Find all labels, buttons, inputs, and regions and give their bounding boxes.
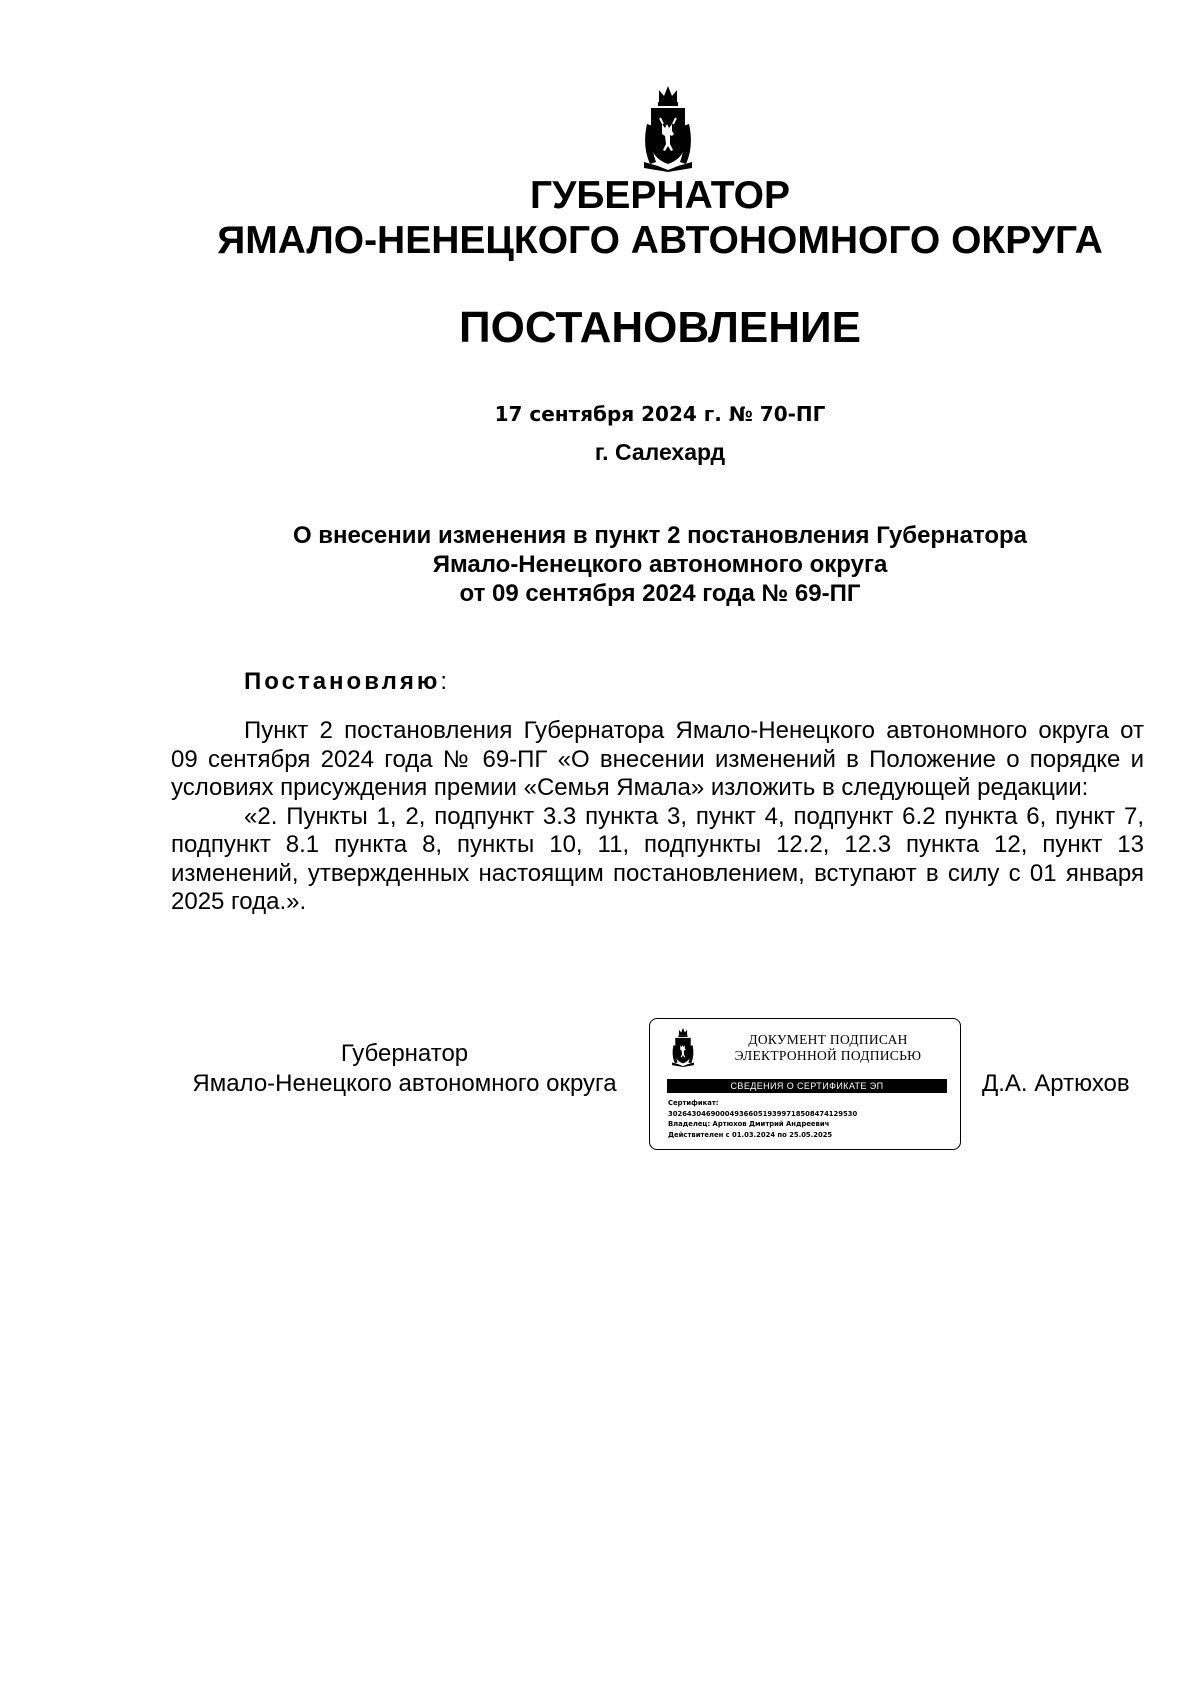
stamp-heading-line-1: ДОКУМЕНТ ПОДПИСАН xyxy=(748,1032,908,1047)
yamal-coat-of-arms-icon xyxy=(640,84,696,172)
electronic-signature-stamp xyxy=(649,1018,961,1150)
document-subject xyxy=(150,521,1170,608)
stamp-certificate-number: 3026430469000493660519399718508474129530 xyxy=(668,1109,858,1118)
stamp-coat-of-arms-icon xyxy=(670,1027,696,1067)
signer-name: Д.А. Артюхов xyxy=(982,1070,1130,1097)
signer-title xyxy=(171,1039,638,1099)
authority-region: ЯМАЛО-НЕНЕЦКОГО АВТОНОМНОГО ОКРУГА xyxy=(217,219,1103,262)
decree-word: Постановляю xyxy=(244,668,441,695)
document-date-number: 17 сентября 2024 г. № 70-ПГ xyxy=(494,402,826,426)
stamp-heading-line-2: ЭЛЕКТРОННОЙ ПОДПИСЬЮ xyxy=(734,1048,922,1063)
stamp-certificate-label: Сертификат: xyxy=(668,1099,719,1107)
subject-line-1: О внесении изменения в пункт 2 постановления Губернатора xyxy=(292,522,1028,549)
body-paragraph-1: Пункт 2 постановления Губернатора Ямало-Ненецкого автономного округа от 09 сентября 2024 года № 69-ПГ «О внесении изменений в Положение о порядке и условиях присуждения премии «Семья Ямала» изложить в следующей редакции: xyxy=(171,717,1144,801)
document-type: ПОСТАНОВЛЕНИЕ xyxy=(458,303,862,352)
signer-title-line-1: Губернатор xyxy=(340,1040,469,1067)
decree-heading xyxy=(244,667,447,697)
body-paragraph-2: «2. Пункты 1, 2, подпункт 3.3 пункта 3, пункт 4, подпункт 6.2 пункта 6, пункт 7, подпункт 8.1 пункта 8, пункты 10, 11, подпункты 12.2, 12.3 пункта 12, пункт 13 изменений, утвержденных настоящим постановлением, вступают в силу с 01 января 2025 года.». xyxy=(171,802,1144,915)
stamp-owner: Владелец: Артюхов Дмитрий Андреевич xyxy=(668,1120,830,1128)
authority-title: ГУБЕРНАТОР xyxy=(529,174,790,217)
decree-colon: : xyxy=(440,668,448,695)
stamp-certificate-bar: СВЕДЕНИЯ О СЕРТИФИКАТЕ ЭП xyxy=(667,1079,947,1093)
stamp-validity: Действителен с 01.03.2024 по 25.05.2025 xyxy=(668,1130,833,1139)
subject-line-3: от 09 сентября 2024 года № 69-ПГ xyxy=(459,580,861,607)
stamp-certificate-details xyxy=(668,1098,857,1140)
stamp-heading xyxy=(710,1032,946,1064)
signer-title-line-2: Ямало-Ненецкого автономного округа xyxy=(192,1070,617,1097)
subject-line-2: Ямало-Ненецкого автономного округа xyxy=(432,551,888,578)
document-body xyxy=(171,717,1144,917)
document-city: г. Салехард xyxy=(594,439,726,465)
